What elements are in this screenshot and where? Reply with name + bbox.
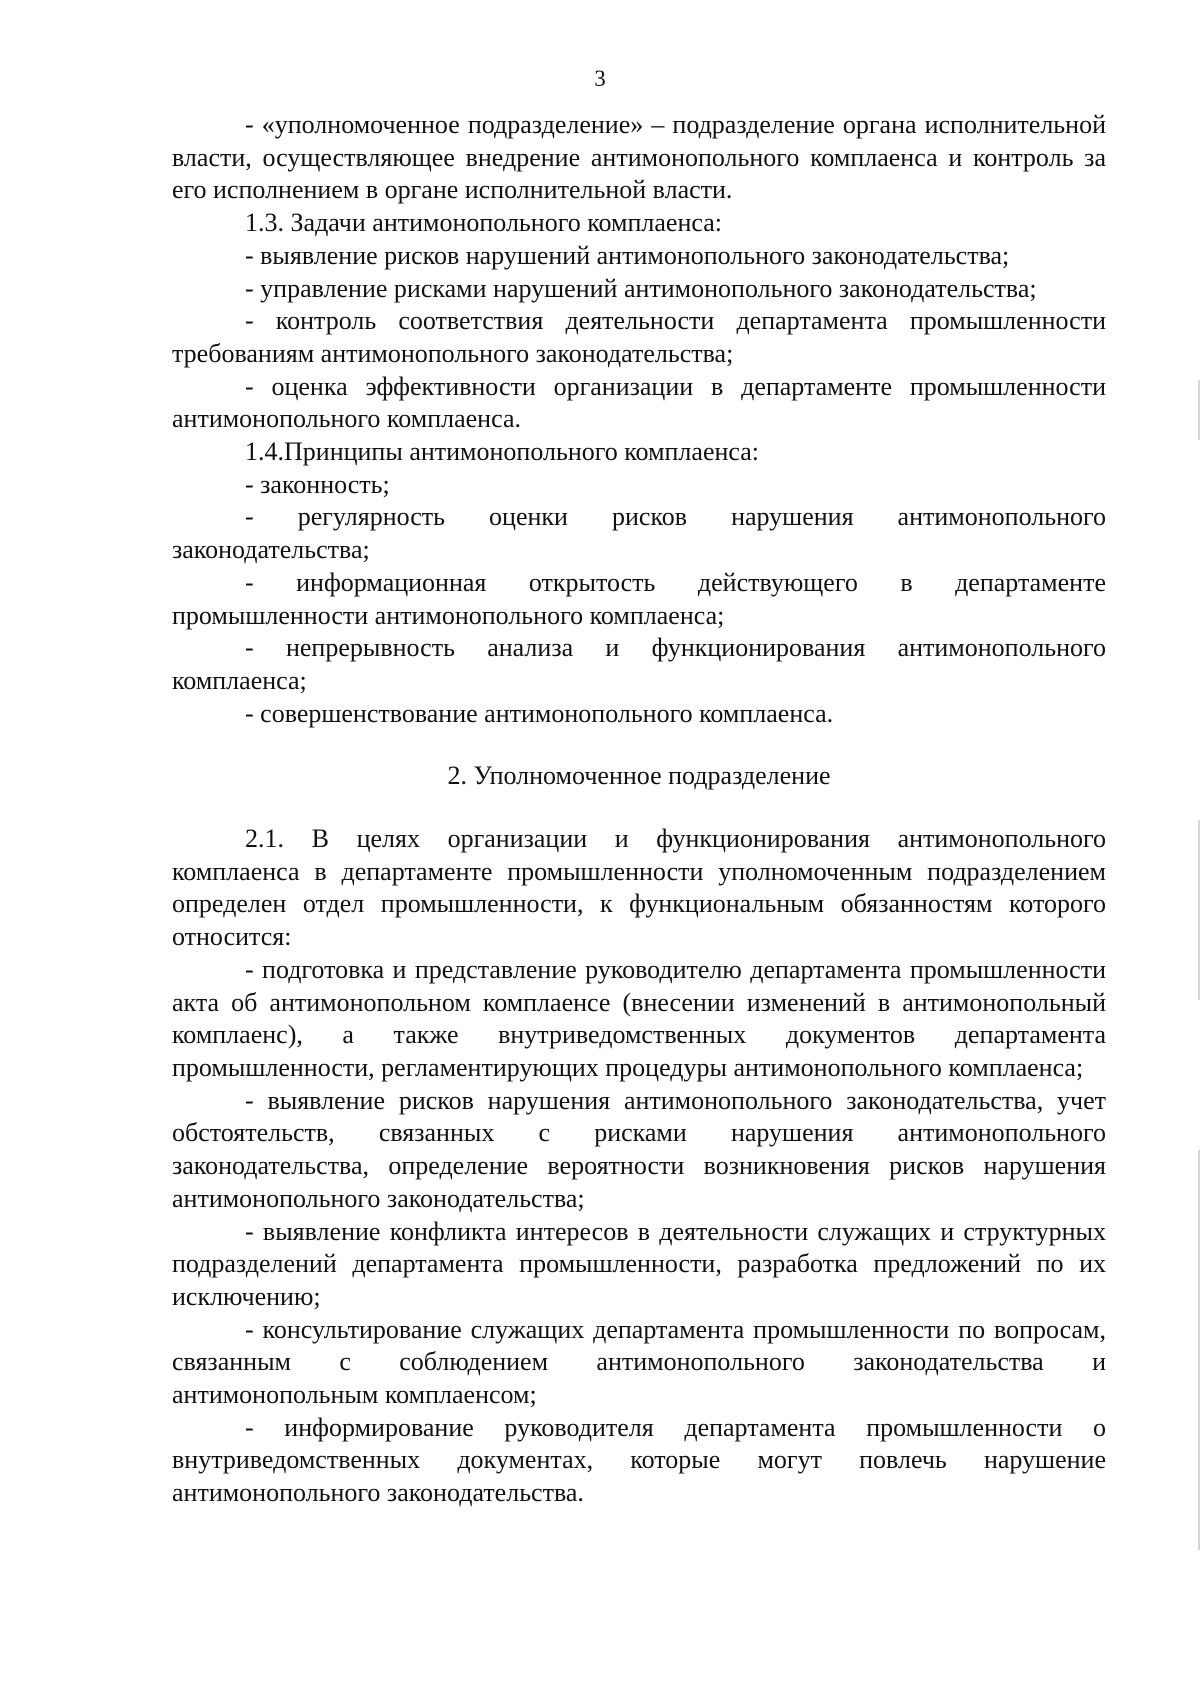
list-item: - выявление конфликта интересов в деятельности служащих и структурных подразделений департамента промышленности, разработка предложений по их исключению; [172, 1216, 1106, 1311]
list-item: - информирование руководителя департамента промышленности о внутриведомственных документах, которые могут повлечь нарушение антимонопольного законодательства. [172, 1412, 1106, 1508]
section-heading: 2. Уполномоченное подразделение [447, 761, 831, 791]
list-item: - выявление рисков нарушений антимонопольного законодательства; [245, 240, 1010, 270]
list-item: - выявление рисков нарушения антимонопольного законодательства, учет обстоятельств, связанных с рисками нарушения антимонопольного законодательства, определение вероятности возникновения рисков нарушения антимонопольного законодательства; [172, 1085, 1106, 1213]
list-item: - регулярность оценки рисков нарушения антимонопольного законодательства; [172, 502, 1106, 565]
list-item: - совершенствование антимонопольного комплаенса. [245, 698, 834, 728]
document-body [172, 109, 1106, 1510]
list-item: - консультирование служащих департамента промышленности по вопросам, связанным с соблюдением антимонопольного законодательства и антимонопольным комплаенсом; [172, 1314, 1106, 1410]
list-item: - непрерывность анализа и функционирования антимонопольного комплаенса; [172, 633, 1106, 695]
paragraph-principles-heading: 1.4.Принципы антимонопольного комплаенса: [245, 437, 760, 467]
list-item: - подготовка и представление руководителю департамента промышленности акта об антимонопольном комплаенсе (внесении изменений в антимонопольный комплаенс), а также внутриведомственных документов департамента промышленности, регламентирующих процедуры антимонопольного комплаенса; [172, 954, 1106, 1082]
paragraph-section-intro: 2.1. В целях организации и функционирования антимонопольного комплаенса в департаменте промышленности уполномоченным подразделением определен отдел промышленности, к функциональным обязанностям которого относится: [172, 824, 1106, 952]
paragraph-definition: - «уполномоченное подразделение» – подразделение органа исполнительной власти, осуществляющее внедрение антимонопольного комплаенса и контроль за его исполнением в органе исполнительной власти. [172, 110, 1106, 205]
page-number: 3 [594, 66, 606, 91]
list-item: - оценка эффективности организации в департаменте промышленности антимонопольного комплаенса. [172, 371, 1106, 434]
list-item: - контроль соответствия деятельности департамента промышленности требованиям антимонопольного законодательства; [172, 306, 1106, 368]
list-item: - законность; [245, 469, 390, 499]
list-item: - информационная открытость действующего в департаменте промышленности антимонопольного комплаенса; [172, 567, 1106, 630]
paragraph-tasks-heading: 1.3. Задачи антимонопольного комплаенса: [245, 208, 722, 238]
list-item: - управление рисками нарушений антимонопольного законодательства; [245, 273, 1037, 303]
